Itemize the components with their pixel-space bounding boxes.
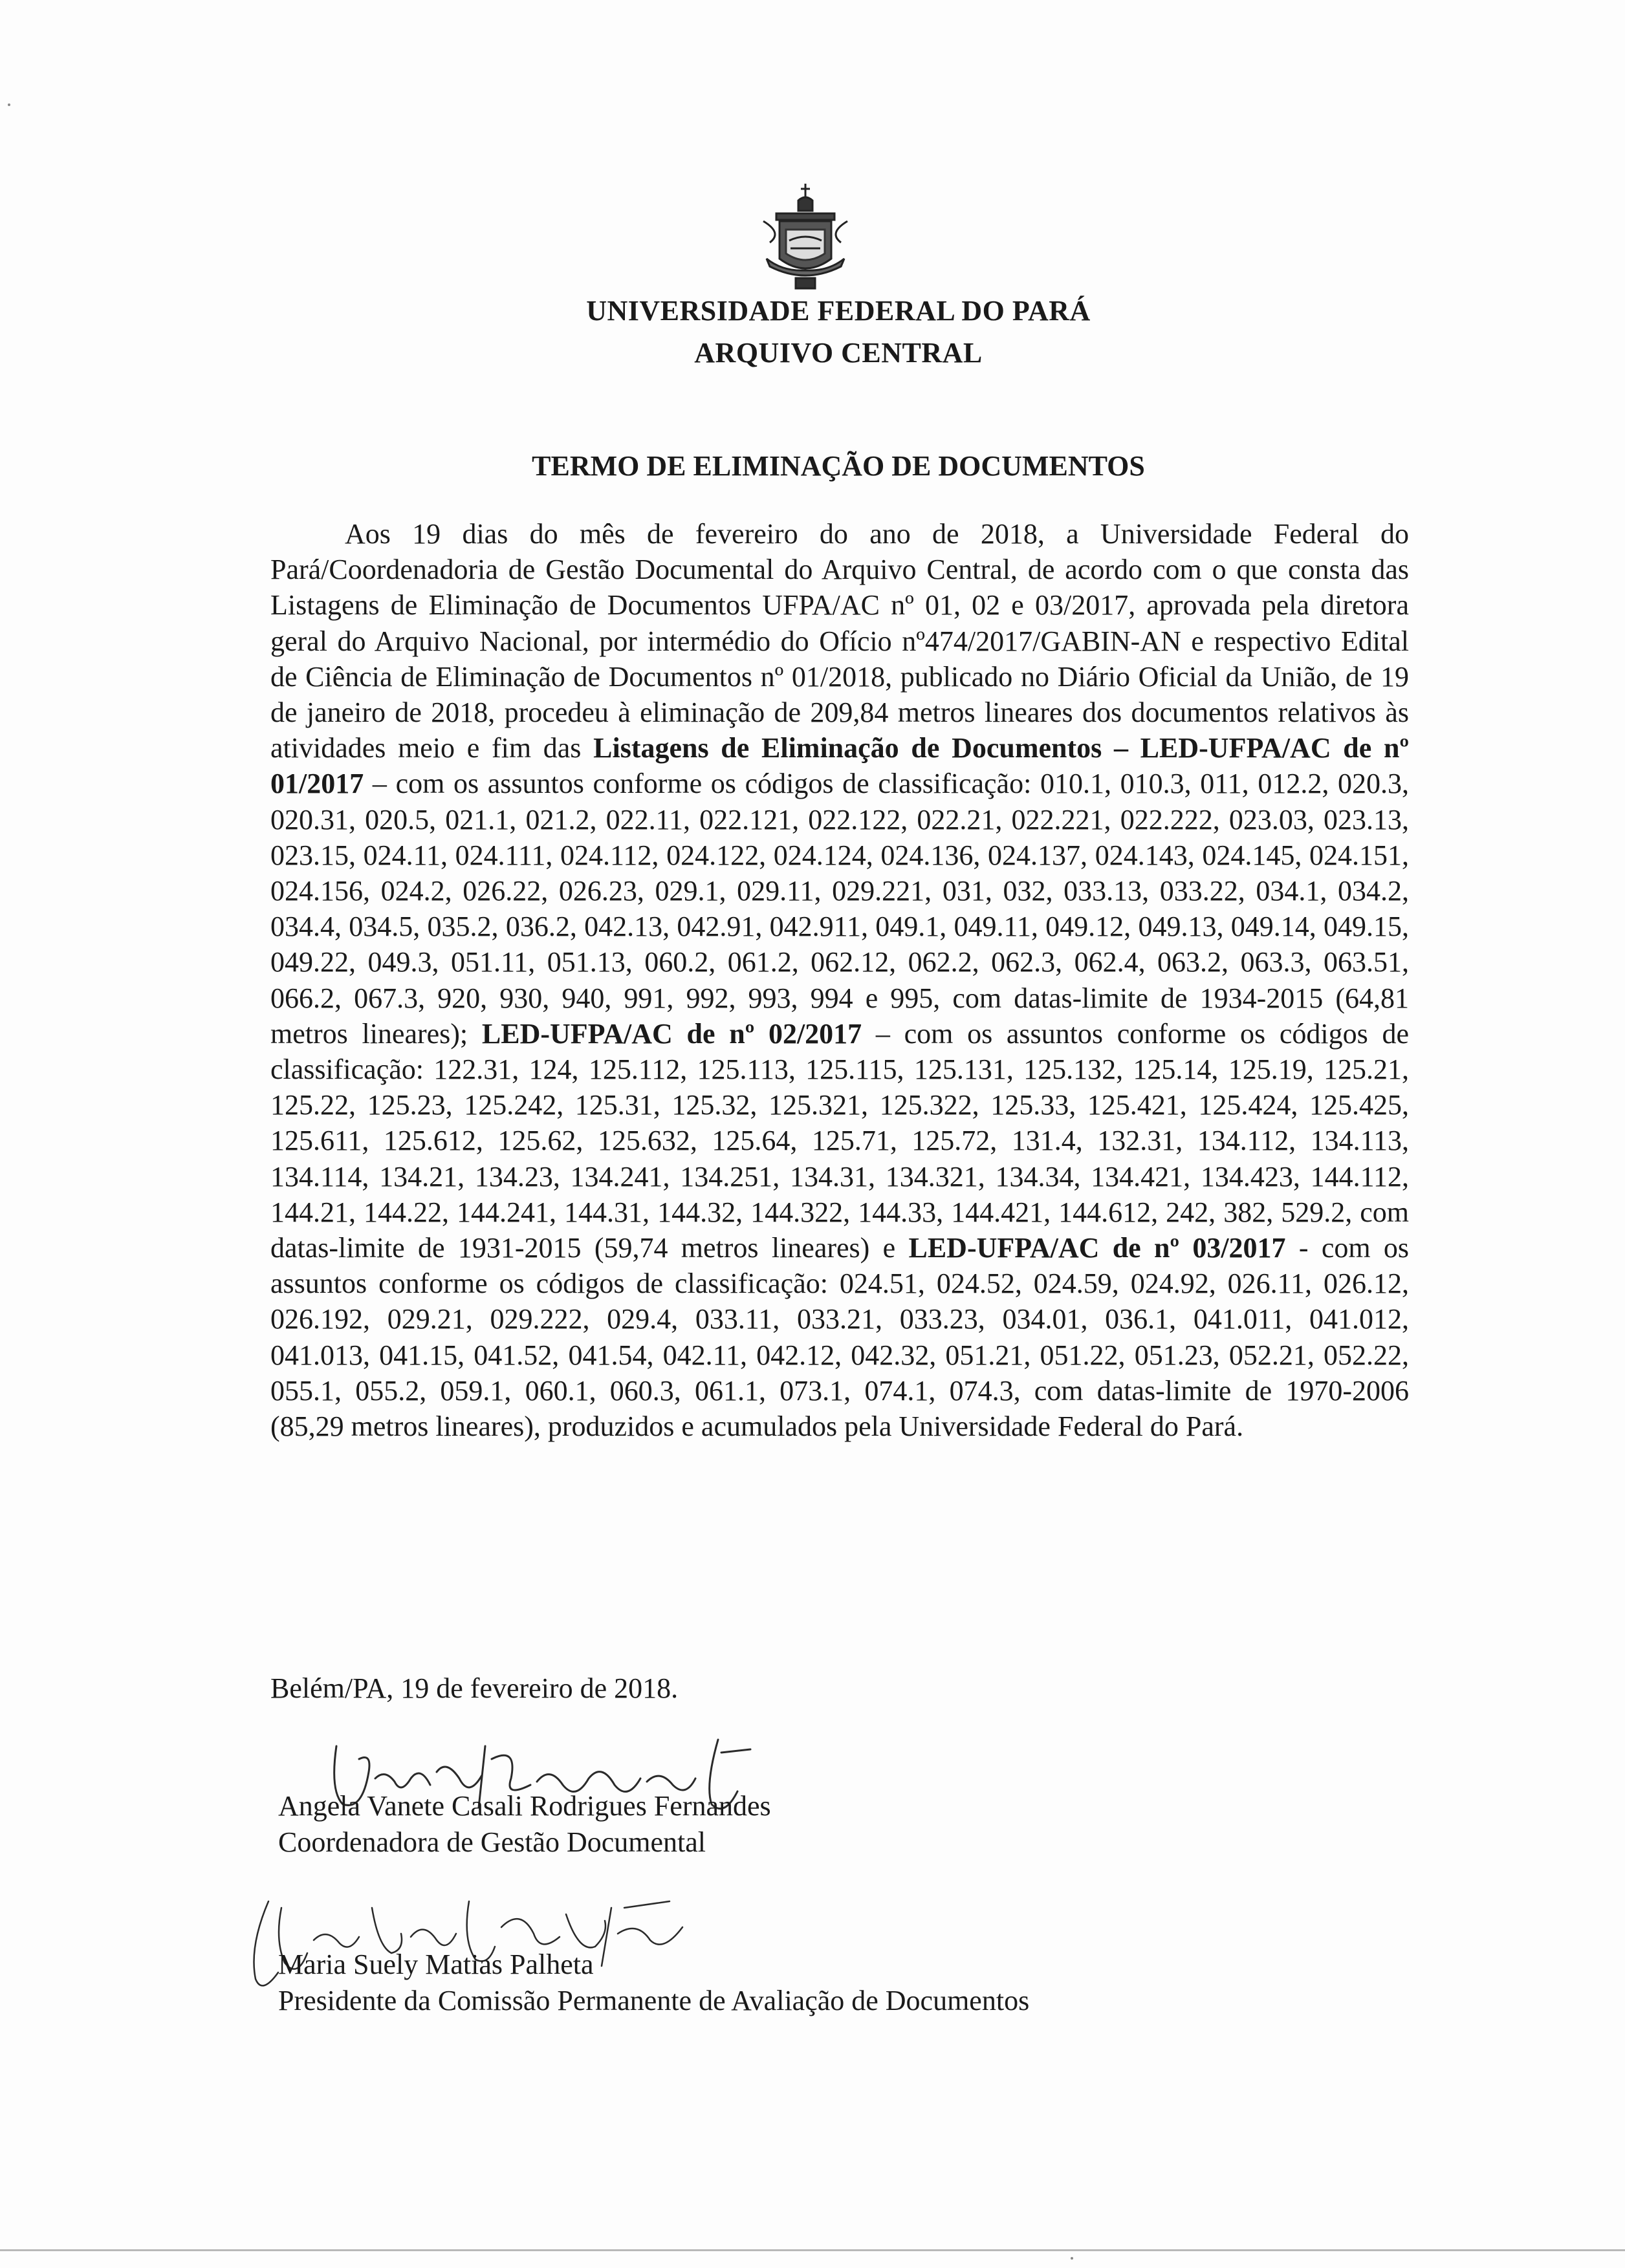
place-date: Belém/PA, 19 de fevereiro de 2018. xyxy=(270,1672,679,1704)
department-name: ARQUIVO CENTRAL xyxy=(694,337,983,369)
signer-role: Coordenadora de Gestão Documental xyxy=(278,1826,706,1858)
signer-name: Maria Suely Matias Palheta xyxy=(278,1949,594,1980)
body-bold-led-03: LED-UFPA/AC de nº 03/2017 xyxy=(908,1232,1286,1264)
signer-role: Presidente da Comissão Permanente de Avaliação de Documentos xyxy=(278,1985,1030,2016)
body-text-part: Aos 19 dias do mês de fevereiro do ano de 2018, a Universidade Federal do Pará/Coordenadoria de Gestão Documental do Arquivo Central, de acordo com o que consta das Listagens de Eliminação de Documentos UFPA/AC nº 01, 02 e 03/2017, aprovada pela diretora geral do Arquivo Nacional, por intermédio do Ofício nº474/2017/GABIN-AN e respectivo Edital de Ciência de Eliminação de Documentos nº 01/2018, publicado no Diário Oficial da União, de 19 de janeiro de 2018, procedeu à eliminação de 209,84 metros lineares dos documentos relativos às atividades meio e fim das xyxy=(270,518,1409,764)
scan-edge-line xyxy=(0,2249,1625,2251)
scan-speck xyxy=(1071,2257,1073,2260)
scan-speck xyxy=(8,103,10,106)
body-bold-led-01: Listagens de Eliminação de Documentos – LED-UFPA/AC de nº 01/2017 xyxy=(270,732,1409,800)
signature-block-1 xyxy=(278,1788,771,1861)
signer-name: Angela Vanete Casali Rodrigues Fernandes xyxy=(278,1790,771,1822)
body-bold-led-02: LED-UFPA/AC de nº 02/2017 xyxy=(481,1017,862,1050)
body-text-part: – com os assuntos conforme os códigos de classificação: 010.1, 010.3, 011, 012.2, 020.3, 020.31, 020.5, 021.1, 021.2, 022.11, 022.121, 022.122, 022.21, 022.221, 022.222, 023.03, 023.13, 023.15, 024.11, 024.111, 024.112, 024.122, 024.124, 024.136, 024.137, 024.143, 024.145, 024.151, 024.156, 024.2, 026.22, 026.23, 029.1, 029.11, 029.221, 031, 032, 033.13, 033.22, 034.1, 034.2, 034.4, 034.5, 035.2, 036.2, 042.13, 042.91, 042.911, 049.1, 049.11, 049.12, 049.13, 049.14, 049.15, 049.22, 049.3, 051.11, 051.13, 060.2, 061.2, 062.12, 062.2, 062.3, 062.4, 063.2, 063.3, 063.51, 066.2, 067.3, 920, 930, 940, 991, 992, 993, 994 e 995, com datas-limite de 1934-2015 (64,81 metros lineares); xyxy=(270,768,1409,1050)
signature-block-2 xyxy=(278,1947,1029,2019)
document-title: TERMO DE ELIMINAÇÃO DE DOCUMENTOS xyxy=(532,450,1145,482)
body-text-part: – com os assuntos conforme os códigos de classificação: 122.31, 124, 125.112, 125.113, 125.115, 125.131, 125.132, 125.14, 125.19, 125.21, 125.22, 125.23, 125.242, 125.31, 125.32, 125.321, 125.322, 125.33, 125.421, 125.424, 125.425, 125.611, 125.612, 125.62, 125.632, 125.64, 125.71, 125.72, 131.4, 132.31, 134.112, 134.113, 134.114, 134.21, 134.23, 134.241, 134.251, 134.31, 134.321, 134.34, 134.421, 134.423, 144.112, 144.21, 144.22, 144.241, 144.31, 144.32, 144.322, 144.33, 144.421, 144.612, 242, 382, 529.2, com datas-limite de 1931-2015 (59,74 metros lineares) e xyxy=(270,1017,1409,1264)
body-paragraph xyxy=(270,516,1409,1444)
university-seal-icon xyxy=(757,181,854,291)
body-text-part: - com os assuntos conforme os códigos de classificação: 024.51, 024.52, 024.59, 024.92, 026.11, 026.12, 026.192, 029.21, 029.222, 029.4, 033.11, 033.21, 033.23, 034.01, 036.1, 041.011, 041.012, 041.013, 041.15, 041.52, 041.54, 042.11, 042.12, 042.32, 051.21, 051.22, 051.23, 052.21, 052.22, 055.1, 055.2, 059.1, 060.1, 060.3, 061.1, 073.1, 074.1, 074.3, com datas-limite de 1970-2006 (85,29 metros lineares), produzidos e acumulados pela Universidade Federal do Pará. xyxy=(270,1232,1410,1443)
institution-name: UNIVERSIDADE FEDERAL DO PARÁ xyxy=(586,295,1091,327)
